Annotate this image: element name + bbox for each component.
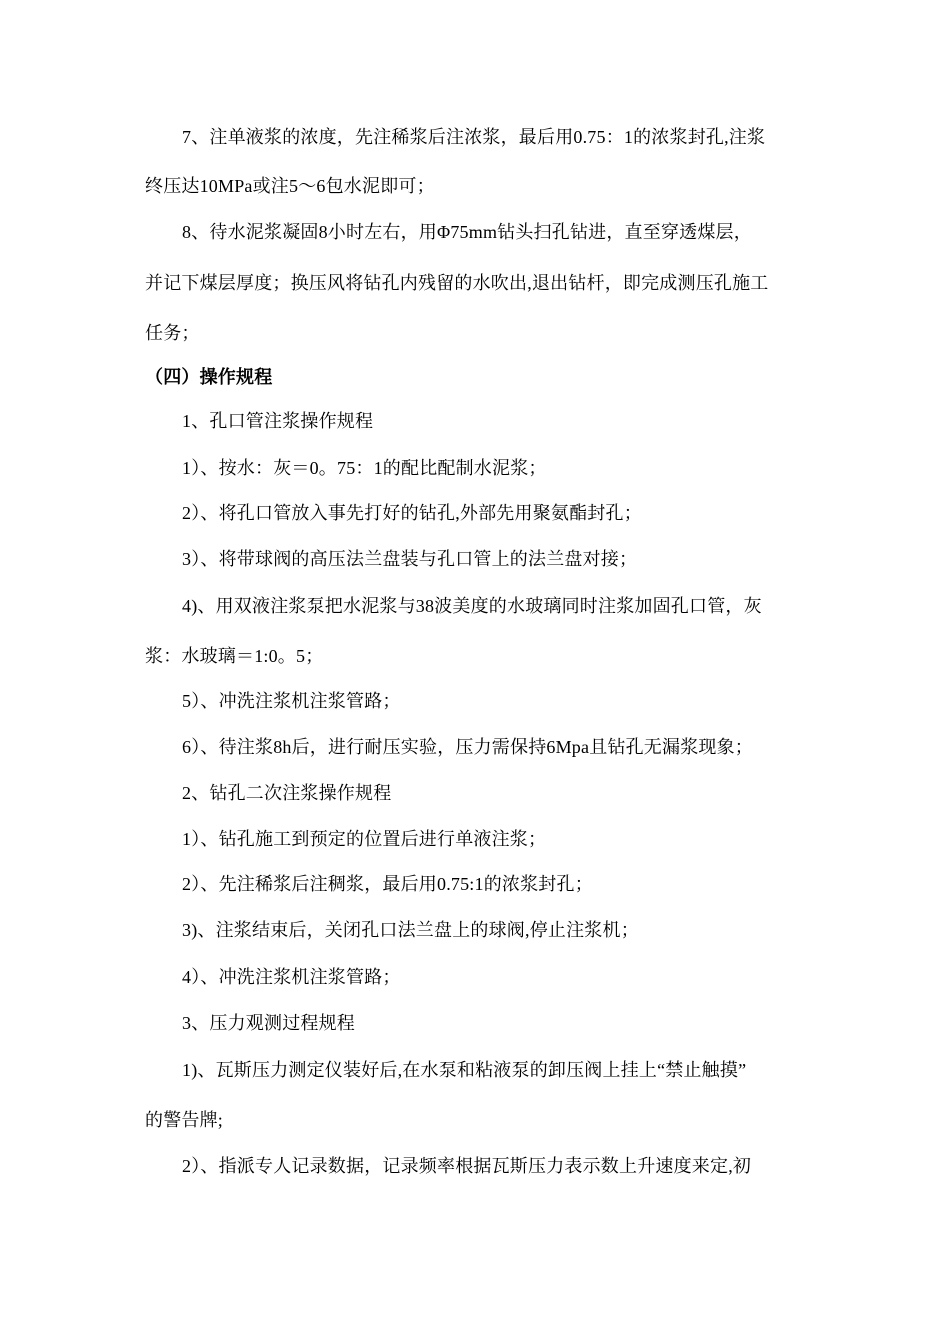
list-item: 2）、先注稀浆后注稠浆，最后用0.75:1的浓浆封孔； <box>182 874 593 894</box>
list-item: 1)、瓦斯压力测定仪装好后,在水泵和粘液泵的卸压阀上挂上“禁止触摸” <box>182 1060 747 1080</box>
subsection-heading: 3、压力观测过程规程 <box>182 1013 355 1033</box>
paragraph-line: 并记下煤层厚度；换压风将钻孔内残留的水吹出,退出钻杆，即完成测压孔施工 <box>145 273 769 293</box>
paragraph-line: 8、待水泥浆凝固8小时左右，用Φ75mm钻头扫孔钻进，直至穿透煤层， <box>182 222 752 242</box>
list-item: 4）、冲洗注浆机注浆管路； <box>182 967 401 987</box>
list-item: 5）、冲洗注浆机注浆管路； <box>182 691 401 711</box>
list-item: 1）、按水：灰＝0。75：1的配比配制水泥浆； <box>182 458 547 478</box>
subsection-heading: 1、孔口管注浆操作规程 <box>182 411 374 431</box>
list-item: 2）、指派专人记录数据，记录频率根据瓦斯压力表示数上升速度来定,初 <box>182 1156 752 1176</box>
list-item: 3）、将带球阀的高压法兰盘装与孔口管上的法兰盘对接； <box>182 549 638 569</box>
subsection-heading: 2、钻孔二次注浆操作规程 <box>182 783 392 803</box>
list-item: 6）、待注浆8h后，进行耐压实验，压力需保持6Mpa且钻孔无漏浆现象； <box>182 737 753 757</box>
list-item: 2）、将孔口管放入事先打好的钻孔,外部先用聚氨酯封孔； <box>182 503 642 523</box>
section-heading: （四）操作规程 <box>145 367 273 387</box>
paragraph-line: 任务； <box>145 323 200 343</box>
paragraph-line: 终压达10MPa或注5～6包水泥即可； <box>145 176 435 196</box>
paragraph-line: 7、注单液浆的浓度，先注稀浆后注浓浆，最后用0.75：1的浓浆封孔,注浆 <box>182 127 766 147</box>
list-item: 1）、钻孔施工到预定的位置后进行单液注浆； <box>182 829 547 849</box>
list-item-continuation: 的警告牌; <box>145 1110 224 1130</box>
list-item-continuation: 浆：水玻璃＝1:0。5； <box>145 646 324 666</box>
list-item: 4)、用双液注浆泵把水泥浆与38波美度的水玻璃同时注浆加固孔口管，灰 <box>182 596 762 616</box>
list-item: 3)、注浆结束后，关闭孔口法兰盘上的球阀,停止注浆机； <box>182 920 639 940</box>
